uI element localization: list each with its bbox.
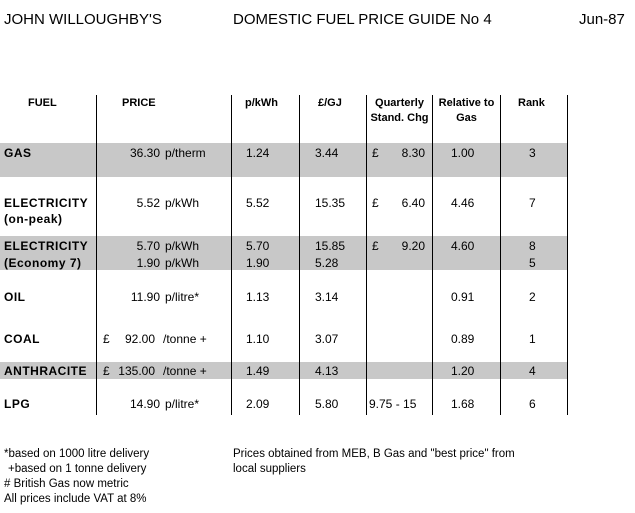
- pkwh-value: 2.09: [246, 397, 270, 411]
- price-value: 5.52: [136, 196, 160, 210]
- column-divider: [432, 95, 433, 415]
- price-unit: p/litre*: [165, 290, 200, 304]
- column-divider: [500, 95, 501, 415]
- rank-value: 5: [529, 256, 536, 270]
- per-gj-value: 5.28: [315, 256, 339, 270]
- issue-date: Jun-87: [579, 11, 625, 28]
- pkwh-value: 1.90: [246, 256, 270, 270]
- price-unit: /tonne +: [163, 364, 207, 378]
- source-line1: Prices obtained from MEB, B Gas and "best price" from: [233, 448, 515, 460]
- relative-value: 4.60: [451, 239, 475, 253]
- price-unit: p/kWh: [165, 256, 200, 270]
- relative-value: 4.46: [451, 196, 475, 210]
- fuel-name: GAS: [4, 146, 32, 160]
- rank-value: 7: [529, 196, 536, 210]
- rank-value: 4: [529, 364, 536, 378]
- price-value: 36.30: [129, 146, 160, 160]
- relative-value: 1.68: [451, 397, 475, 411]
- footnote-litre: *based on 1000 litre delivery: [4, 448, 150, 460]
- relative-value: 0.89: [451, 332, 475, 346]
- gas-row-band: [0, 143, 567, 177]
- author-name: JOHN WILLOUGHBY'S: [4, 11, 162, 28]
- source-note: [233, 447, 515, 477]
- source-line2: local suppliers: [233, 463, 306, 475]
- price-unit: /tonne +: [163, 332, 207, 346]
- standing-value: 9.20: [401, 239, 425, 253]
- relative-value: 0.91: [451, 290, 475, 304]
- price-value: 135.00: [118, 364, 155, 378]
- column-divider: [567, 95, 568, 415]
- fuel-name: ELECTRICITY: [4, 196, 89, 210]
- header-per-gj: £/GJ: [318, 97, 342, 109]
- rank-value: 2: [529, 290, 536, 304]
- header-relative-line2: Gas: [456, 112, 477, 124]
- per-gj-value: 15.85: [315, 239, 346, 253]
- standing-currency: £: [372, 239, 379, 253]
- pkwh-value: 1.13: [246, 290, 270, 304]
- header-price: PRICE: [122, 97, 156, 109]
- column-divider: [366, 95, 367, 415]
- standing-value: 9.75 - 15: [369, 397, 417, 411]
- fuel-subname: (Economy 7): [4, 256, 82, 270]
- price-unit: p/kWh: [165, 196, 200, 210]
- fuel-name: LPG: [4, 397, 31, 411]
- pkwh-value: 1.24: [246, 146, 270, 160]
- standing-currency: £: [372, 196, 379, 210]
- footnote-tonne: +based on 1 tonne delivery: [8, 463, 147, 475]
- fuel-name: ANTHRACITE: [4, 364, 87, 378]
- per-gj-value: 3.07: [315, 332, 339, 346]
- rank-value: 6: [529, 397, 536, 411]
- price-currency: £: [103, 364, 110, 378]
- header-standing-line2: Stand. Chg: [370, 112, 429, 124]
- standing-value: 6.40: [401, 196, 425, 210]
- fuel-subname: (on-peak): [4, 212, 63, 226]
- per-gj-value: 3.44: [315, 146, 339, 160]
- rank-value: 1: [529, 332, 536, 346]
- standing-value: 8.30: [401, 146, 425, 160]
- column-divider: [96, 95, 97, 415]
- page-title: DOMESTIC FUEL PRICE GUIDE No 4: [233, 11, 492, 28]
- column-divider: [299, 95, 300, 415]
- price-unit: p/litre*: [165, 397, 200, 411]
- price-value: 1.90: [136, 256, 160, 270]
- price-value: 5.70: [136, 239, 160, 253]
- footnote-metric: # British Gas now metric: [4, 478, 129, 490]
- pkwh-value: 1.10: [246, 332, 270, 346]
- per-gj-value: 4.13: [315, 364, 339, 378]
- fuel-name: COAL: [4, 332, 40, 346]
- per-gj-value: 5.80: [315, 397, 339, 411]
- fuel-name: ELECTRICITY: [4, 239, 89, 253]
- header-fuel: FUEL: [28, 97, 57, 109]
- standing-currency: £: [372, 146, 379, 160]
- price-value: 11.90: [130, 290, 160, 304]
- header-pkwh: p/kWh: [245, 97, 278, 109]
- rank-value: 8: [529, 239, 536, 253]
- price-value: 92.00: [124, 332, 155, 346]
- header-relative: [433, 96, 500, 126]
- rank-value: 3: [529, 146, 536, 160]
- footnotes: [4, 447, 149, 507]
- pkwh-value: 1.49: [246, 364, 270, 378]
- pkwh-value: 5.52: [246, 196, 270, 210]
- header-standing-line1: Quarterly: [375, 97, 424, 109]
- per-gj-value: 3.14: [315, 290, 339, 304]
- fuel-name: OIL: [4, 290, 26, 304]
- header-standing-charge: [367, 96, 432, 126]
- relative-value: 1.20: [451, 364, 475, 378]
- per-gj-value: 15.35: [315, 196, 346, 210]
- price-unit: p/kWh: [165, 239, 200, 253]
- price-currency: £: [103, 332, 110, 346]
- pkwh-value: 5.70: [246, 239, 270, 253]
- relative-value: 1.00: [451, 146, 475, 160]
- header-relative-line1: Relative to: [438, 97, 495, 109]
- footnote-vat: All prices include VAT at 8%: [4, 493, 147, 505]
- price-value: 14.90: [129, 397, 160, 411]
- price-unit: p/therm: [165, 146, 206, 160]
- column-divider: [231, 95, 232, 415]
- header-rank: Rank: [518, 97, 545, 109]
